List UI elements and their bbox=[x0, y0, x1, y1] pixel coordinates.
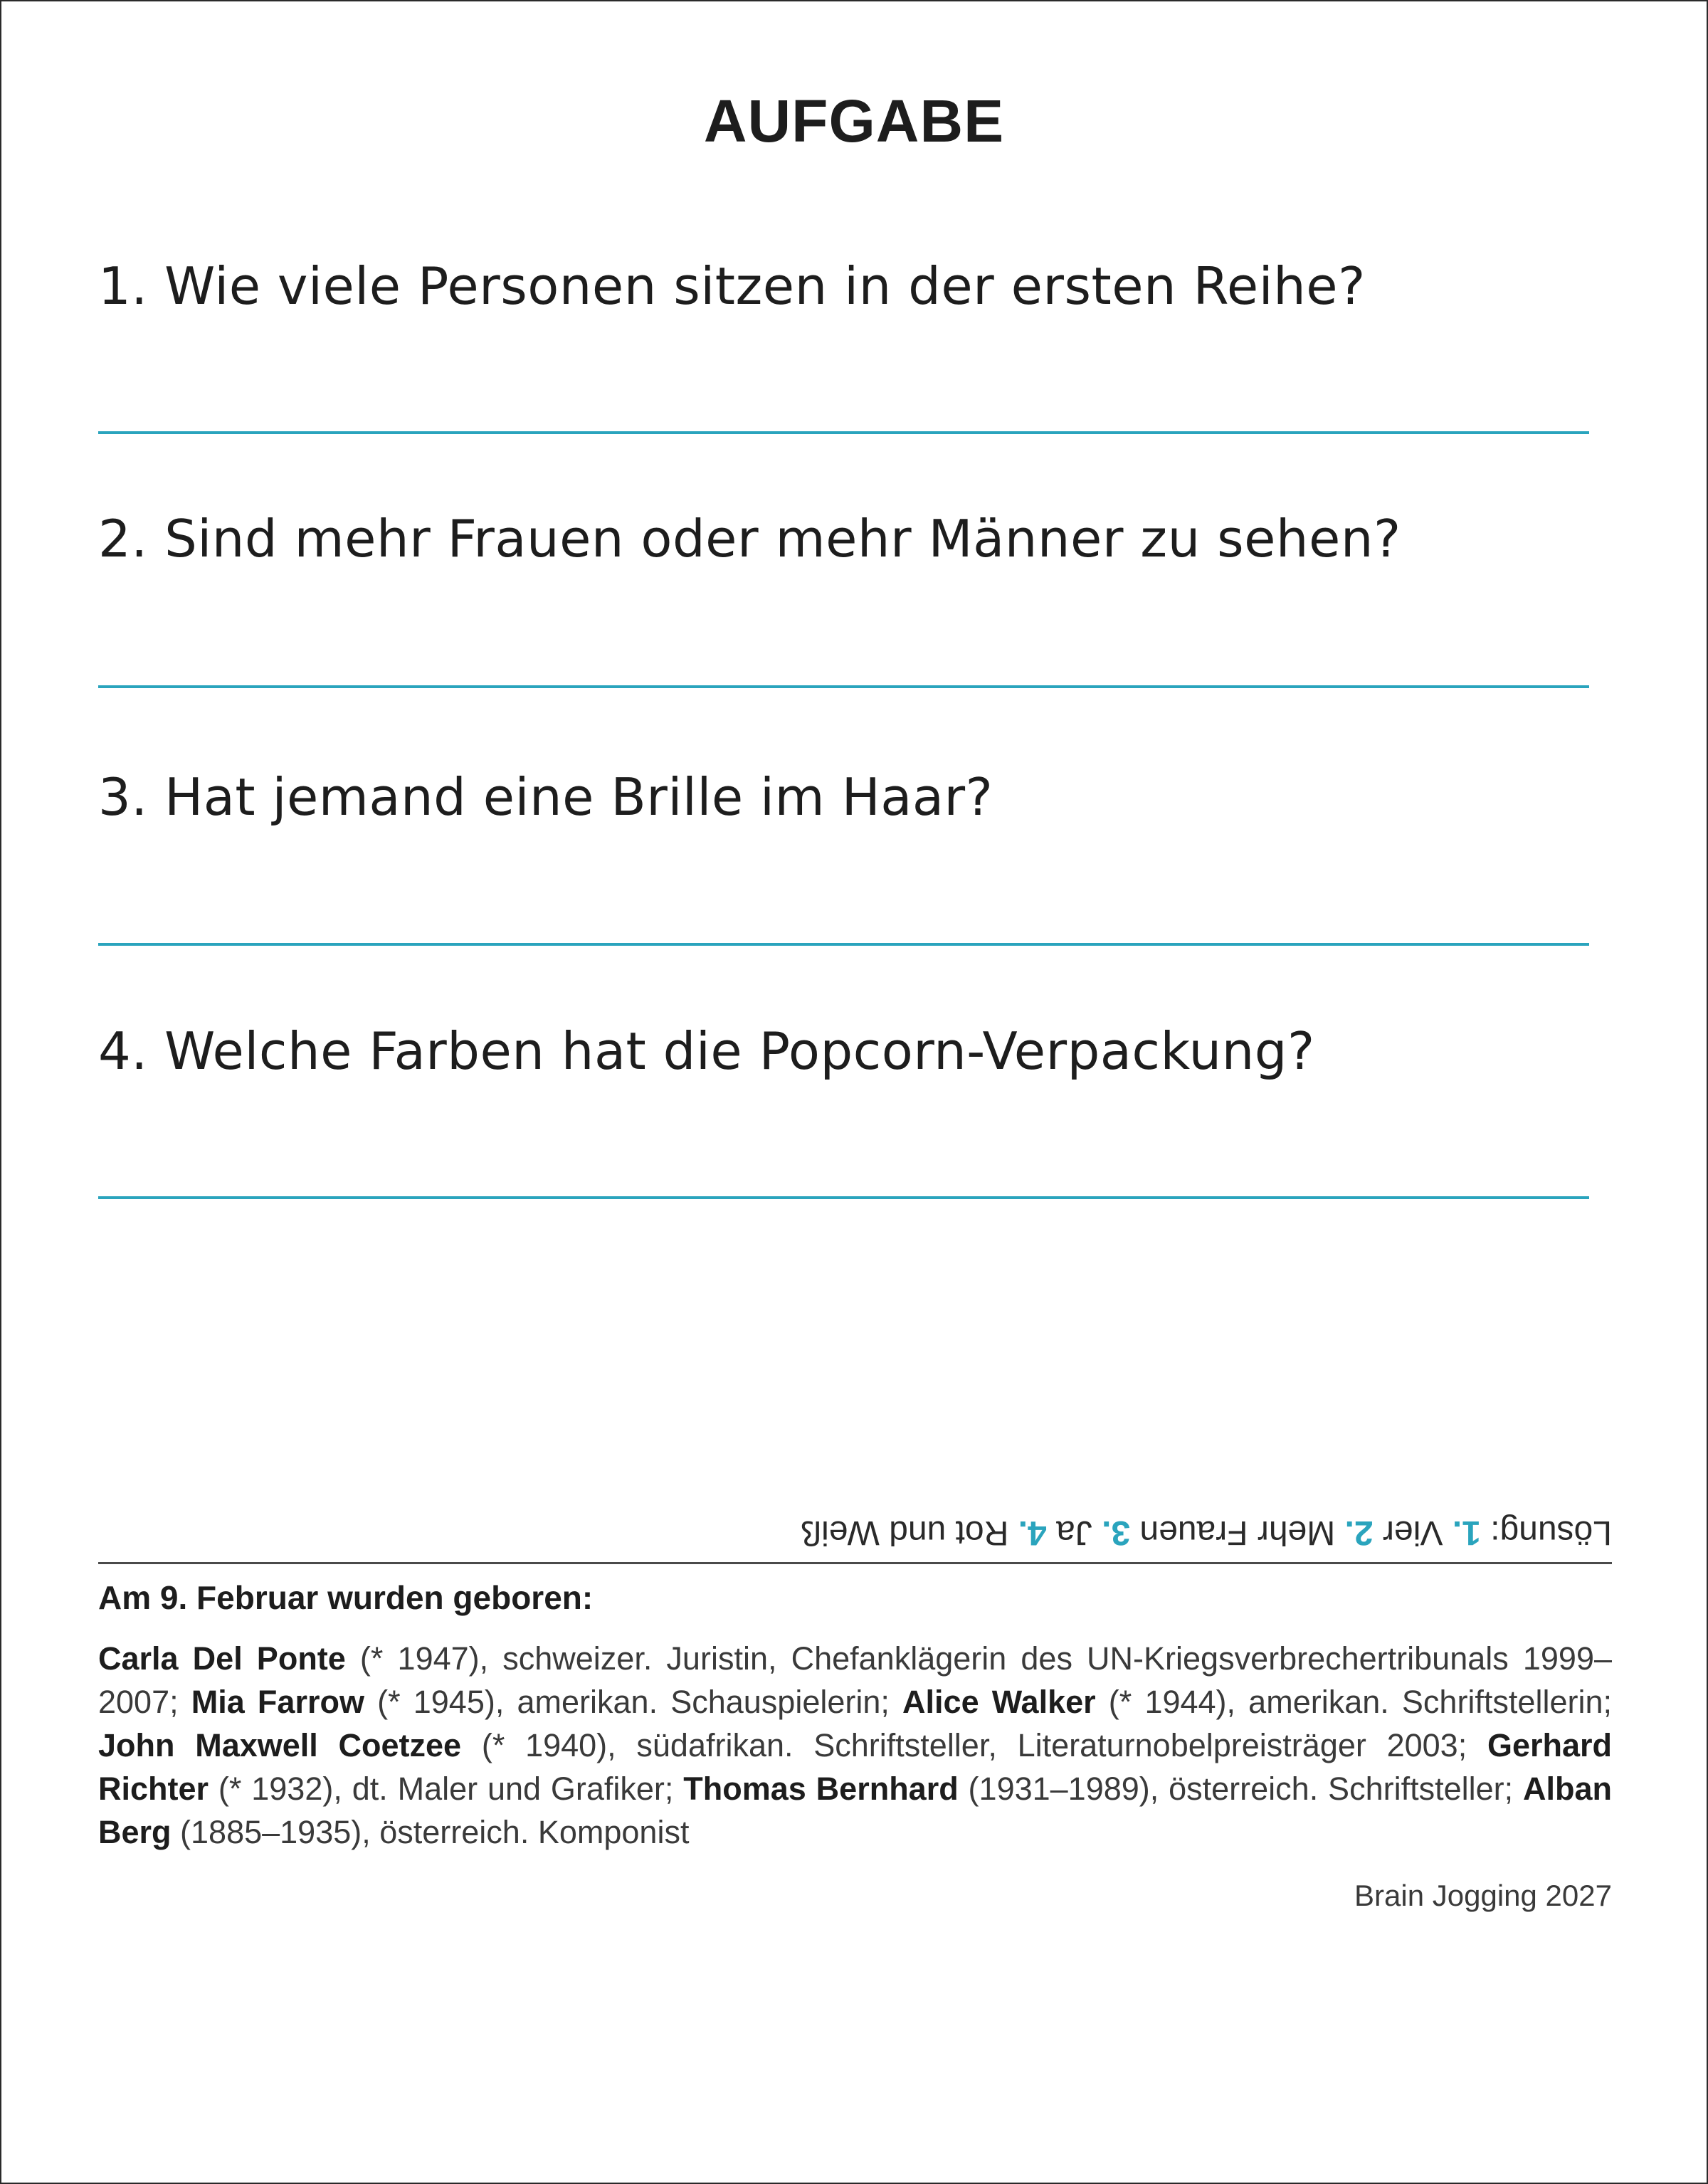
solution-answer-4: Rot und Weiß bbox=[800, 1514, 1009, 1551]
birthday-name-7: Alban Berg bbox=[98, 1771, 1612, 1850]
solution-num-1: 1. bbox=[1452, 1514, 1481, 1551]
footer-brand: Brain Jogging 2027 bbox=[1354, 1879, 1612, 1912]
question-1: 1. Wie viele Personen sitzen in der ersten Reihe? bbox=[98, 256, 1366, 316]
birthday-info-7: (1885–1935), österreich. Komponist bbox=[171, 1814, 690, 1850]
answer-line-2[interactable] bbox=[98, 685, 1589, 688]
solution-answer-2: Mehr Frauen bbox=[1139, 1514, 1336, 1551]
answer-line-1[interactable] bbox=[98, 431, 1589, 434]
birthday-name-5: Gerhard Richter bbox=[98, 1727, 1612, 1807]
solution-num-2: 2. bbox=[1344, 1514, 1374, 1551]
solution-num-4: 4. bbox=[1018, 1514, 1047, 1551]
birthday-info-1: (* 1947), schweizer. Juristin, Chefanklägerin des UN-Kriegsverbrechertribunals 1999–2007; bbox=[98, 1640, 1613, 1720]
solution-answer-3: Ja bbox=[1056, 1514, 1092, 1551]
birthday-name-3: Alice Walker bbox=[902, 1684, 1096, 1720]
solution-upside-down bbox=[683, 1507, 1612, 1557]
solution-num-3: 3. bbox=[1102, 1514, 1131, 1551]
birthday-info-3: (* 1944), amerikan. Schriftstellerin; bbox=[1095, 1684, 1612, 1720]
birthday-name-1: Carla Del Ponte bbox=[98, 1640, 346, 1677]
birthday-info-4: (* 1940), südafrikan. Schriftsteller, Literaturnobelpreisträger 2003; bbox=[461, 1727, 1487, 1763]
solution-label: Lösung: bbox=[1490, 1514, 1612, 1551]
divider-line bbox=[98, 1562, 1612, 1564]
answer-line-3[interactable] bbox=[98, 943, 1589, 946]
answer-line-4[interactable] bbox=[98, 1196, 1589, 1199]
birthday-info-6: (1931–1989), österreich. Schriftsteller; bbox=[958, 1771, 1523, 1807]
birthdays-heading: Am 9. Februar wurden geboren: bbox=[98, 1579, 594, 1616]
question-3: 3. Hat jemand eine Brille im Haar? bbox=[98, 767, 993, 827]
birthday-name-6: Thomas Bernhard bbox=[683, 1771, 959, 1807]
solution-answer-1: Vier bbox=[1382, 1514, 1443, 1551]
birthday-info-2: (* 1945), amerikan. Schauspielerin; bbox=[364, 1684, 903, 1720]
page-title: AUFGABE bbox=[703, 88, 1005, 154]
birthday-name-4: John Maxwell Coetzee bbox=[98, 1727, 462, 1763]
question-4: 4. Welche Farben hat die Popcorn-Verpackung? bbox=[98, 1021, 1315, 1081]
birthdays-text bbox=[98, 1637, 1612, 1854]
birthday-name-2: Mia Farrow bbox=[191, 1684, 364, 1720]
birthday-info-5: (* 1932), dt. Maler und Grafiker; bbox=[209, 1771, 684, 1807]
question-2: 2. Sind mehr Frauen oder mehr Männer zu sehen? bbox=[98, 509, 1401, 569]
